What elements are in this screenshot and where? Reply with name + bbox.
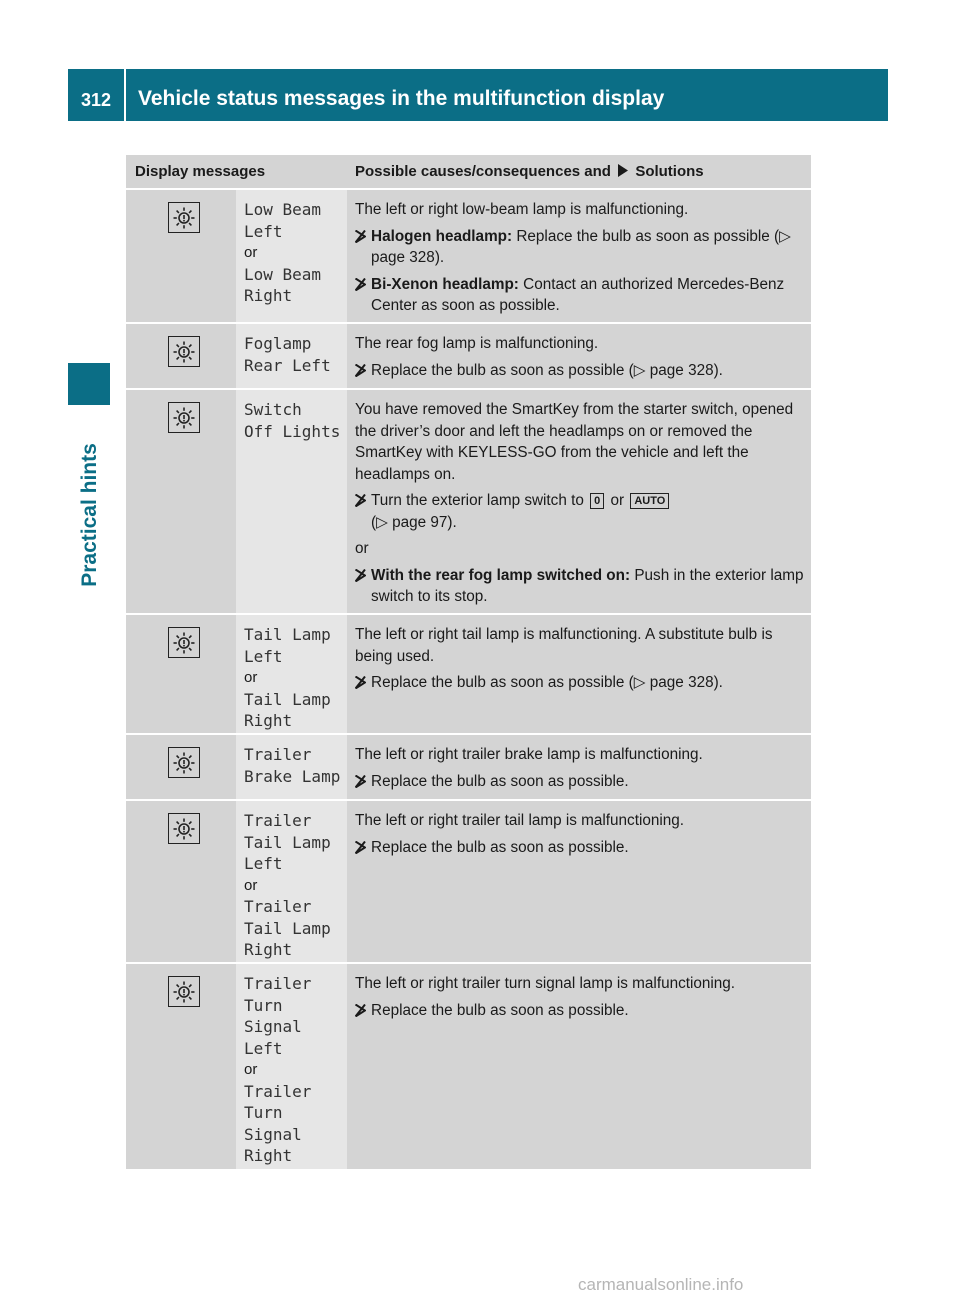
play-arrow-icon [355,1004,366,1017]
table-row [126,323,811,389]
cause-text: The left or right low-beam lamp is malfunctioning. [355,201,689,218]
message-line: Right [244,940,293,959]
message-line: Brake Lamp [244,766,341,786]
side-tab-marker [68,363,110,405]
step-marker [355,672,371,696]
play-arrow-icon [355,569,366,582]
cause-text: You have removed the SmartKey from the starter switch, opened the driver’s door and left the headlamps on or removed the SmartKey with KEYLESS-GO from the vehicle and left the headlamps on. [355,401,794,483]
message-line: Left [244,854,283,873]
header-causes-label: Possible causes/consequences and [355,163,611,180]
step-marker [355,274,371,317]
play-arrow-icon [355,676,366,689]
cause-text: The left or right trailer brake lamp is malfunctioning. [355,746,703,763]
solution-step [355,771,805,795]
lamp-switch-off-symbol: 0 [590,493,604,509]
message-line: Turn [244,995,283,1015]
icon-cell [126,389,236,614]
play-arrow-icon [355,494,366,507]
message-line: Left [244,646,283,666]
message-line: Foglamp [244,334,312,353]
display-message [236,323,347,389]
solution-step [355,837,805,861]
message-line: Turn [244,1103,283,1122]
page-number: 312 [68,69,126,121]
solution-cell [347,614,811,734]
message-line: Trailer [244,745,312,764]
solution-cell [347,734,811,800]
message-line: Right [244,711,293,730]
step-marker [355,565,371,608]
message-line: Switch [244,400,302,419]
message-line: Tail Lamp [244,832,331,852]
step-marker [355,360,371,384]
step-text [371,360,723,384]
section-title: Vehicle status messages in the multifunction display [126,69,888,121]
play-arrow-icon [355,278,366,291]
message-line: Right [244,1146,293,1165]
header-solutions-label: Solutions [635,163,704,180]
solution-step [355,672,805,696]
or-separator: or [244,669,258,686]
message-line: Signal [244,1017,302,1036]
step-text [371,226,805,269]
step-text [371,672,723,696]
step-marker [355,1000,371,1024]
table-row [126,963,811,1169]
message-line: Left [244,1038,283,1058]
lamp-fault-icon [168,627,200,658]
step-body: Replace the bulb as soon as possible (▷ page 328). [371,674,723,691]
header-display-messages: Display messages [126,155,347,189]
solution-cell [347,189,811,323]
message-line: Tail Lamp [244,918,331,938]
message-line: Right [244,286,293,305]
lamp-fault-icon [168,336,200,367]
step-label: Bi-Xenon headlamp: [371,275,519,293]
page-header [68,69,888,121]
cause-text: The rear fog lamp is malfunctioning. [355,335,599,352]
icon-cell [126,800,236,963]
lamp-fault-icon [168,813,200,844]
message-line: Tail Lamp [244,689,331,709]
step-text [371,771,629,795]
side-tab [67,420,112,610]
solution-step [355,565,805,608]
message-line: Rear Left [244,355,331,375]
message-line: Trailer [244,811,312,830]
solution-step [355,1000,805,1024]
solution-step [355,274,805,317]
message-line: Trailer [244,897,312,916]
step-body: Turn the exterior lamp switch to [371,492,584,509]
table-row [126,614,811,734]
step-body: Contact an authorized Mercedes-Benz Center as soon as possible. [371,275,785,314]
step-body: Replace the bulb as soon as possible (▷ page 328). [371,227,791,266]
cause-text: The left or right tail lamp is malfunctioning. A substitute bulb is being used. [355,626,773,665]
step-body: Push in the exterior lamp switch to its stop. [371,566,804,605]
or-separator: or [244,244,258,261]
message-line: Trailer [244,1081,312,1101]
step-body: Replace the bulb as soon as possible. [371,1001,629,1019]
solution-step [355,490,805,533]
icon-cell [126,614,236,734]
table-header-row [126,155,811,189]
message-line: Left [244,221,283,241]
display-message [236,734,347,800]
icon-cell [126,963,236,1169]
message-line: Low Beam [244,200,322,219]
step-label: With the rear fog lamp switched on: [371,566,631,584]
solution-cell [347,963,811,1169]
step-text [371,1000,629,1024]
solution-step [355,226,805,269]
or-separator: or [244,1061,258,1078]
play-arrow-icon [355,230,366,243]
table-row [126,389,811,614]
header-causes [347,155,811,189]
display-message [236,800,347,963]
icon-cell [126,189,236,323]
lamp-fault-icon [168,202,200,233]
display-message [236,963,347,1169]
lamp-fault-icon [168,402,200,433]
page-ref: (▷ page 97). [371,513,457,531]
side-tab-label: Practical hints [77,443,101,587]
watermark: carmanualsonline.info [578,1275,744,1294]
message-line: Signal [244,1124,302,1144]
or-word: or [610,492,625,509]
step-body: Replace the bulb as soon as possible (▷ page 328). [371,361,723,379]
step-marker [355,226,371,269]
cause-text: The left or right trailer turn signal lamp is malfunctioning. [355,975,736,992]
step-marker [355,490,371,533]
step-label: Halogen headlamp: [371,227,513,245]
step-body: Replace the bulb as soon as possible. [371,838,629,856]
lamp-fault-icon [168,747,200,778]
solution-cell [347,389,811,614]
icon-cell [126,734,236,800]
icon-cell [126,323,236,389]
lamp-fault-icon [168,976,200,1007]
table-row [126,189,811,323]
display-message [236,189,347,323]
step-marker [355,771,371,795]
step-body: Replace the bulb as soon as possible. [371,772,629,790]
solution-cell [347,800,811,963]
play-arrow-icon [355,841,366,854]
step-text [371,837,629,861]
solution-step [355,360,805,384]
lamp-switch-auto-symbol: AUTO [630,493,669,509]
table-row [126,800,811,963]
or-separator: or [244,876,258,894]
status-message-table [126,155,811,1169]
step-text [371,274,805,317]
step-text [371,490,671,533]
play-arrow-icon [617,164,629,177]
play-arrow-icon [355,775,366,788]
message-line: Off Lights [244,421,341,441]
or-separator: or [355,540,369,557]
play-arrow-icon [355,364,366,377]
cause-text: The left or right trailer tail lamp is malfunctioning. [355,812,685,829]
step-marker [355,837,371,861]
message-line: Low Beam [244,264,322,284]
step-text [371,565,805,608]
table-row [126,734,811,800]
message-line: Tail Lamp [244,625,331,644]
display-message [236,389,347,614]
message-line: Trailer [244,974,312,993]
solution-cell [347,323,811,389]
display-message [236,614,347,734]
